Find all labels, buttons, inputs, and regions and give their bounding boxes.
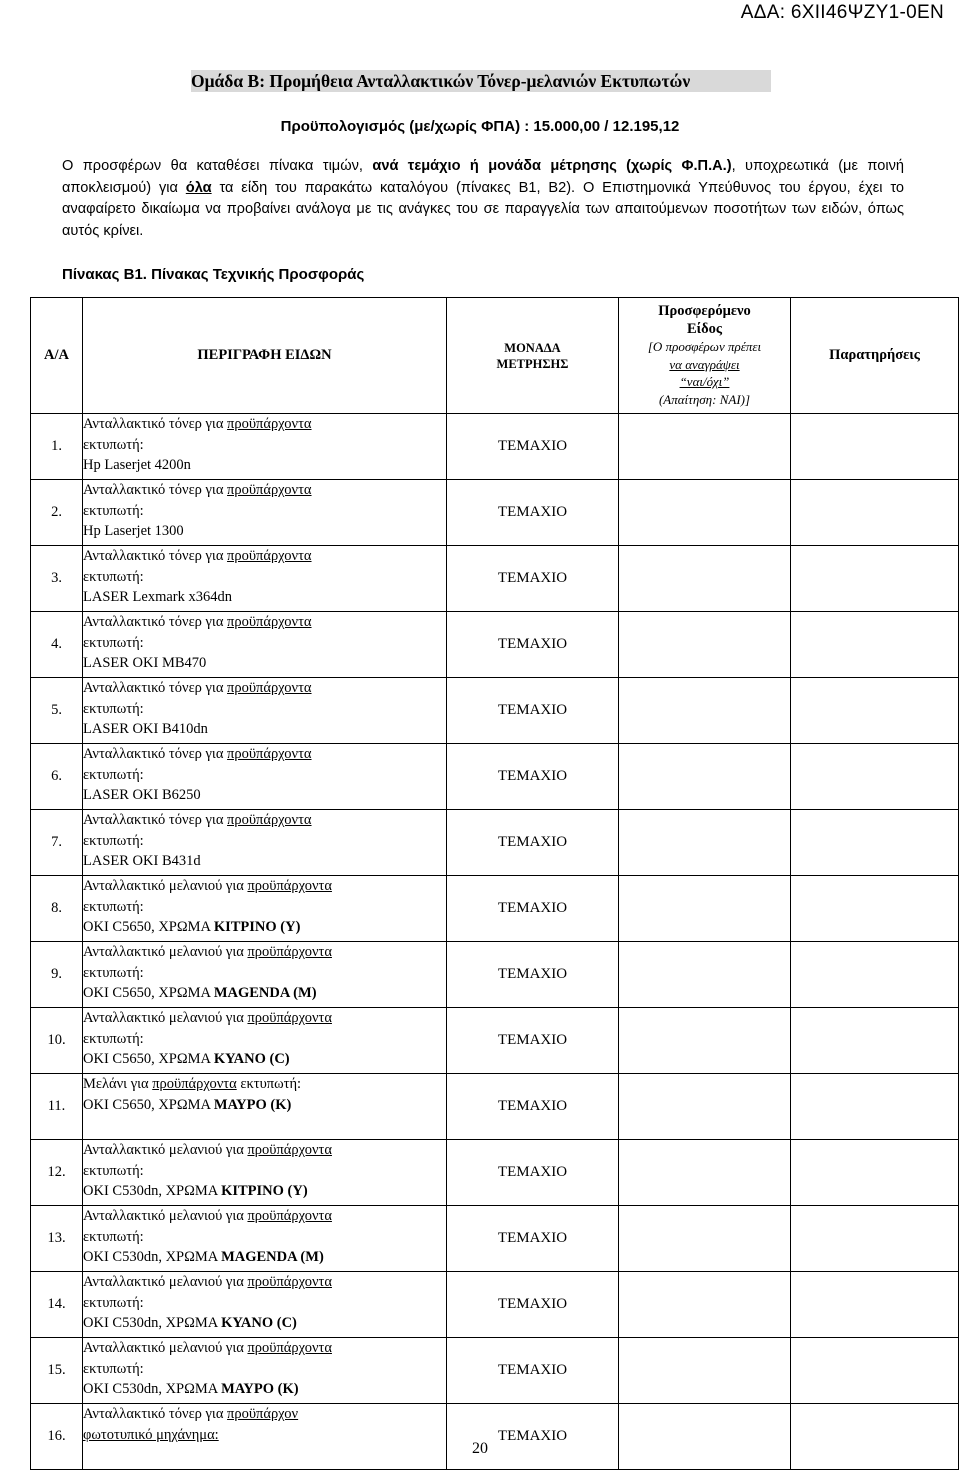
item-model-name: OKI C5650, ΧΡΩΜΑ (83, 1096, 214, 1113)
technical-offer-table (30, 297, 959, 1470)
header-offer-note: [Ο προσφέρων πρέπει (647, 339, 762, 354)
item-model-name: OKI C530dn, ΧΡΩΜΑ (83, 1381, 222, 1397)
table-row (31, 678, 959, 744)
row-description (83, 612, 447, 678)
page-number: 20 (472, 1440, 488, 1457)
item-prefix: Ανταλλακτικό τόνερ για (83, 812, 228, 828)
row-number: 9. (31, 942, 83, 1008)
row-offered-cell[interactable] (619, 744, 791, 810)
item-model (83, 1181, 446, 1202)
item-model (83, 1247, 446, 1268)
row-number: 12. (31, 1140, 83, 1206)
row-number: 13. (31, 1206, 83, 1272)
ada-code: ΑΔΑ: 6ΧΙΙ46ΨΖΥ1-0ΕΝ (740, 2, 944, 23)
row-offered-cell[interactable] (619, 810, 791, 876)
table-row (31, 1338, 959, 1404)
item-model (83, 1379, 446, 1400)
intro-text: τα είδη του παρακάτω καταλόγου (πίνακες Β1, Β2). (211, 179, 576, 196)
item-prefix: Ανταλλακτικό τόνερ για (83, 548, 228, 564)
row-remarks-cell[interactable] (791, 678, 959, 744)
row-description (83, 1272, 447, 1338)
item-model-name: LASER OKI B6250 (83, 787, 201, 803)
item-line (83, 1074, 446, 1095)
item-device: εκτυπωτή: (83, 568, 144, 585)
item-device: εκτυπωτή: (83, 634, 144, 651)
row-description (83, 744, 447, 810)
table-row (31, 942, 959, 1008)
item-model-name: Hp Laserjet 1300 (83, 523, 184, 539)
row-description (83, 1404, 447, 1470)
row-unit: ΤΕΜΑΧΙΟ (447, 1140, 619, 1206)
item-color: MAGENDA (M) (213, 985, 317, 1001)
row-description (83, 546, 447, 612)
row-description (83, 414, 447, 480)
item-line (83, 942, 446, 963)
item-existing: προϋπάρχοντα (247, 1208, 332, 1224)
budget-line: Προϋπολογισμός (με/χωρίς ΦΠΑ) : 15.000,00 / 12.195,12 (280, 118, 680, 135)
item-existing: προϋπάρχοντα (227, 746, 312, 762)
row-unit: ΤΕΜΑΧΙΟ (447, 1404, 619, 1470)
item-prefix: Ανταλλακτικό τόνερ για (83, 614, 228, 630)
item-model (83, 785, 446, 806)
item-line (83, 744, 446, 765)
item-prefix: Ανταλλακτικό μελανιού για (83, 1010, 248, 1026)
header-description: ΠΕΡΙΓΡΑΦΗ ΕΙΔΩΝ (83, 298, 447, 414)
item-line (83, 480, 446, 501)
row-remarks-cell[interactable] (791, 1272, 959, 1338)
header-offer-note: να αναγράψει (669, 356, 740, 372)
row-offered-cell[interactable] (619, 414, 791, 480)
row-number: 15. (31, 1338, 83, 1404)
row-remarks-cell[interactable] (791, 612, 959, 678)
row-number: 2. (31, 480, 83, 546)
item-color: ΜΑΥΡΟ (K) (221, 1381, 299, 1397)
header-offer-title: Είδος (686, 320, 723, 337)
table-row (31, 1008, 959, 1074)
row-unit: ΤΕΜΑΧΙΟ (447, 744, 619, 810)
item-model (83, 719, 446, 740)
table-row (31, 546, 959, 612)
row-number: 10. (31, 1008, 83, 1074)
item-model-name: LASER OKI B431d (83, 853, 201, 869)
item-line (83, 1404, 446, 1425)
item-device: εκτυπωτή: (83, 1360, 144, 1377)
row-number: 11. (31, 1074, 83, 1140)
item-model (83, 455, 446, 476)
row-unit: ΤΕΜΑΧΙΟ (447, 876, 619, 942)
table-row (31, 1404, 959, 1470)
row-remarks-cell[interactable] (791, 546, 959, 612)
row-remarks-cell[interactable] (791, 480, 959, 546)
item-prefix: Ανταλλακτικό τόνερ για (83, 1406, 228, 1422)
row-offered-cell[interactable] (619, 876, 791, 942)
item-model-name: LASER OKI MB470 (83, 655, 207, 671)
row-unit: ΤΕΜΑΧΙΟ (447, 1074, 619, 1140)
item-line (83, 1206, 446, 1227)
row-number: 8. (31, 876, 83, 942)
table-row (31, 1272, 959, 1338)
row-description (83, 942, 447, 1008)
item-model (83, 521, 446, 542)
item-device: φωτοτυπικό μηχάνημα: (83, 1426, 219, 1443)
row-offered-cell[interactable] (619, 1206, 791, 1272)
item-existing: προϋπάρχοντα (227, 548, 312, 564)
header-unit-line2: ΜΕΤΡΗΣΗΣ (496, 356, 569, 371)
row-number: 5. (31, 678, 83, 744)
row-remarks-cell[interactable] (791, 1338, 959, 1404)
item-prefix: Ανταλλακτικό μελανιού για (83, 1274, 248, 1290)
item-existing: προϋπάρχοντα (247, 878, 332, 894)
row-description (83, 480, 447, 546)
item-line (83, 1008, 446, 1029)
item-line (83, 1140, 446, 1161)
item-model (83, 983, 446, 1004)
item-color: ΜΑΥΡΟ (K) (213, 1096, 292, 1113)
intro-paragraph (62, 156, 904, 242)
row-offered-cell[interactable] (619, 1074, 791, 1140)
item-device: εκτυπωτή: (83, 1162, 144, 1179)
table-row (31, 1206, 959, 1272)
item-existing: προϋπάρχοντα (227, 482, 312, 498)
item-line (83, 810, 446, 831)
row-remarks-cell[interactable] (791, 1008, 959, 1074)
item-model (83, 653, 446, 674)
row-description (83, 678, 447, 744)
item-existing: προϋπάρχοντα (227, 812, 312, 828)
table-row (31, 876, 959, 942)
intro-bold: ανά τεμάχιο ή μονάδα μέτρησης (χωρίς Φ.Π.Α.) (372, 158, 732, 174)
row-unit: ΤΕΜΑΧΙΟ (447, 612, 619, 678)
item-prefix: Ανταλλακτικό τόνερ για (83, 746, 228, 762)
row-offered-cell[interactable] (619, 1008, 791, 1074)
item-line (83, 546, 446, 567)
item-line (83, 612, 446, 633)
item-color: MAGENDA (M) (221, 1249, 324, 1265)
item-device: εκτυπωτή: (83, 436, 144, 453)
table-row (31, 1074, 959, 1140)
item-model (83, 587, 446, 608)
item-model-name: LASER Lexmark x364dn (83, 589, 233, 605)
row-remarks-cell[interactable] (791, 810, 959, 876)
row-unit: ΤΕΜΑΧΙΟ (447, 1272, 619, 1338)
row-offered-cell[interactable] (619, 480, 791, 546)
item-prefix: Ανταλλακτικό μελανιού για (83, 1340, 248, 1356)
item-device: εκτυπωτή: (83, 1228, 144, 1245)
item-line (83, 414, 446, 435)
item-model-name: OKI C5650, ΧΡΩΜΑ (83, 1051, 214, 1067)
item-model-name: OKI C5650, ΧΡΩΜΑ (83, 919, 214, 935)
row-number: 6. (31, 744, 83, 810)
table-row (31, 744, 959, 810)
row-offered-cell[interactable] (619, 1338, 791, 1404)
row-remarks-cell[interactable] (791, 1074, 959, 1140)
row-unit: ΤΕΜΑΧΙΟ (447, 1008, 619, 1074)
table-row (31, 612, 959, 678)
row-unit: ΤΕΜΑΧΙΟ (447, 1338, 619, 1404)
item-model-name: LASER OKI B410dn (83, 721, 208, 737)
row-remarks-cell[interactable] (791, 1140, 959, 1206)
row-unit: ΤΕΜΑΧΙΟ (447, 546, 619, 612)
item-device: εκτυπωτή: (83, 502, 144, 519)
item-line (83, 876, 446, 897)
row-offered-cell[interactable] (619, 942, 791, 1008)
item-device: εκτυπωτή: (83, 898, 144, 915)
row-remarks-cell[interactable] (791, 942, 959, 1008)
item-line (83, 1338, 446, 1359)
table-caption: Πίνακας Β1. Πίνακας Τεχνικής Προσφοράς (62, 266, 365, 283)
intro-text: Ο προσφέρων θα καταθέσει πίνακα τιμών, (62, 158, 373, 174)
row-description (83, 810, 447, 876)
item-model-name: Hp Laserjet 4200n (83, 457, 191, 473)
intro-text: Ο Επιστημονικά Υπεύθυνος του έργου, έχει το αναφαίρετο δικαίωμα να προβαίνει ανάλογα με τις ανάγκες του σε παραγγελία των απαιτούμενων ποσοτήτων των ειδών, όπως αυτός κρίνει. (62, 179, 905, 239)
table-row (31, 810, 959, 876)
item-existing: προϋπάρχοντα (152, 1076, 237, 1092)
row-offered-cell[interactable] (619, 1272, 791, 1338)
intro-text: , υποχρεωτικά (με ποινή αποκλεισμού) για (62, 158, 904, 196)
row-unit: ΤΕΜΑΧΙΟ (447, 942, 619, 1008)
item-prefix: Ανταλλακτικό μελανιού για (83, 944, 248, 960)
row-unit: ΤΕΜΑΧΙΟ (447, 414, 619, 480)
row-number: 4. (31, 612, 83, 678)
header-unit-line1: ΜΟΝΑΔΑ (504, 340, 561, 355)
item-prefix: Ανταλλακτικό τόνερ για (83, 482, 228, 498)
row-number: 1. (31, 414, 83, 480)
row-offered-cell[interactable] (619, 612, 791, 678)
row-unit: ΤΕΜΑΧΙΟ (447, 1206, 619, 1272)
item-existing: προϋπάρχοντα (227, 680, 312, 696)
row-offered-cell[interactable] (619, 678, 791, 744)
item-device: εκτυπωτή: (236, 1076, 302, 1092)
item-model-name: OKI C530dn, ΧΡΩΜΑ (83, 1249, 222, 1265)
table-row (31, 414, 959, 480)
row-unit: ΤΕΜΑΧΙΟ (447, 678, 619, 744)
item-device: εκτυπωτή: (83, 1030, 144, 1047)
item-color: ΚΥΑΝΟ (C) (213, 1051, 290, 1067)
row-remarks-cell[interactable] (791, 1206, 959, 1272)
item-device: εκτυπωτή: (83, 766, 144, 783)
table-body (31, 414, 959, 1470)
row-description (83, 1008, 447, 1074)
item-device: εκτυπωτή: (83, 1294, 144, 1311)
row-unit: ΤΕΜΑΧΙΟ (447, 810, 619, 876)
group-title: Ομάδα Β: Προμήθεια Ανταλλακτικών Τόνερ-μελανιών Εκτυπωτών (191, 70, 771, 92)
table-row (31, 1140, 959, 1206)
item-model (83, 1313, 446, 1334)
item-device: εκτυπωτή: (83, 832, 144, 849)
item-model (83, 851, 446, 872)
item-line (83, 1272, 446, 1293)
row-remarks-cell[interactable] (791, 414, 959, 480)
row-remarks-cell[interactable] (791, 744, 959, 810)
item-existing: προϋπάρχοντα (227, 416, 312, 432)
item-color: ΚΥΑΝΟ (C) (221, 1315, 297, 1331)
item-color: ΚΙΤΡΙΝΟ (Y) (213, 919, 301, 935)
row-unit: ΤΕΜΑΧΙΟ (447, 480, 619, 546)
item-model-name: OKI C530dn, ΧΡΩΜΑ (83, 1315, 222, 1331)
item-device: εκτυπωτή: (83, 964, 144, 981)
row-offered-cell[interactable] (619, 546, 791, 612)
item-existing: προϋπάρχοντα (247, 944, 332, 960)
item-existing: προϋπάρχοντα (227, 614, 312, 630)
header-aa: Α/Α (31, 298, 83, 414)
item-model-name: OKI C5650, ΧΡΩΜΑ (83, 985, 214, 1001)
item-prefix: Ανταλλακτικό τόνερ για (83, 680, 228, 696)
row-description (83, 1074, 447, 1140)
intro-bold-underlined: όλα (185, 179, 212, 196)
item-model (83, 1049, 446, 1070)
row-description (83, 1140, 447, 1206)
item-existing: προϋπάρχοντα (247, 1142, 332, 1158)
row-number: 3. (31, 546, 83, 612)
item-existing: προϋπάρχοντα (247, 1340, 332, 1356)
header-offer-note: (Απαίτηση: ΝΑΙ)] (658, 391, 751, 407)
item-model (83, 917, 446, 938)
item-line (83, 678, 446, 699)
row-remarks-cell[interactable] (791, 1404, 959, 1470)
item-prefix: Ανταλλακτικό μελανιού για (83, 878, 248, 894)
row-number: 16. (31, 1404, 83, 1470)
item-existing: προϋπάρχοντα (247, 1274, 332, 1290)
item-prefix: Ανταλλακτικό μελανιού για (83, 1142, 248, 1158)
item-model-name: OKI C530dn, ΧΡΩΜΑ (83, 1183, 222, 1199)
header-offer-title: Προσφερόμενο (658, 303, 751, 319)
row-description (83, 1206, 447, 1272)
row-description (83, 1338, 447, 1404)
header-offer-note: “ναι/όχι” (679, 374, 730, 389)
row-offered-cell[interactable] (619, 1140, 791, 1206)
item-prefix: Ανταλλακτικό τόνερ για (83, 416, 228, 432)
row-number: 7. (31, 810, 83, 876)
item-color: ΚΙΤΡΙΝΟ (Y) (221, 1183, 308, 1199)
row-remarks-cell[interactable] (791, 876, 959, 942)
item-existing: προϋπάρχοντα (247, 1010, 332, 1026)
item-prefix: Ανταλλακτικό μελανιού για (83, 1208, 248, 1224)
item-device: εκτυπωτή: (83, 700, 144, 717)
row-description (83, 876, 447, 942)
row-number: 14. (31, 1272, 83, 1338)
table-row (31, 480, 959, 546)
item-existing: προϋπάρχον (227, 1406, 299, 1422)
item-prefix: Μελάνι για (83, 1076, 153, 1092)
header-offered-item (619, 298, 791, 414)
header-unit (447, 298, 619, 414)
header-remarks: Παρατηρήσεις (791, 298, 959, 414)
item-model (83, 1095, 446, 1116)
row-offered-cell[interactable] (619, 1404, 791, 1470)
